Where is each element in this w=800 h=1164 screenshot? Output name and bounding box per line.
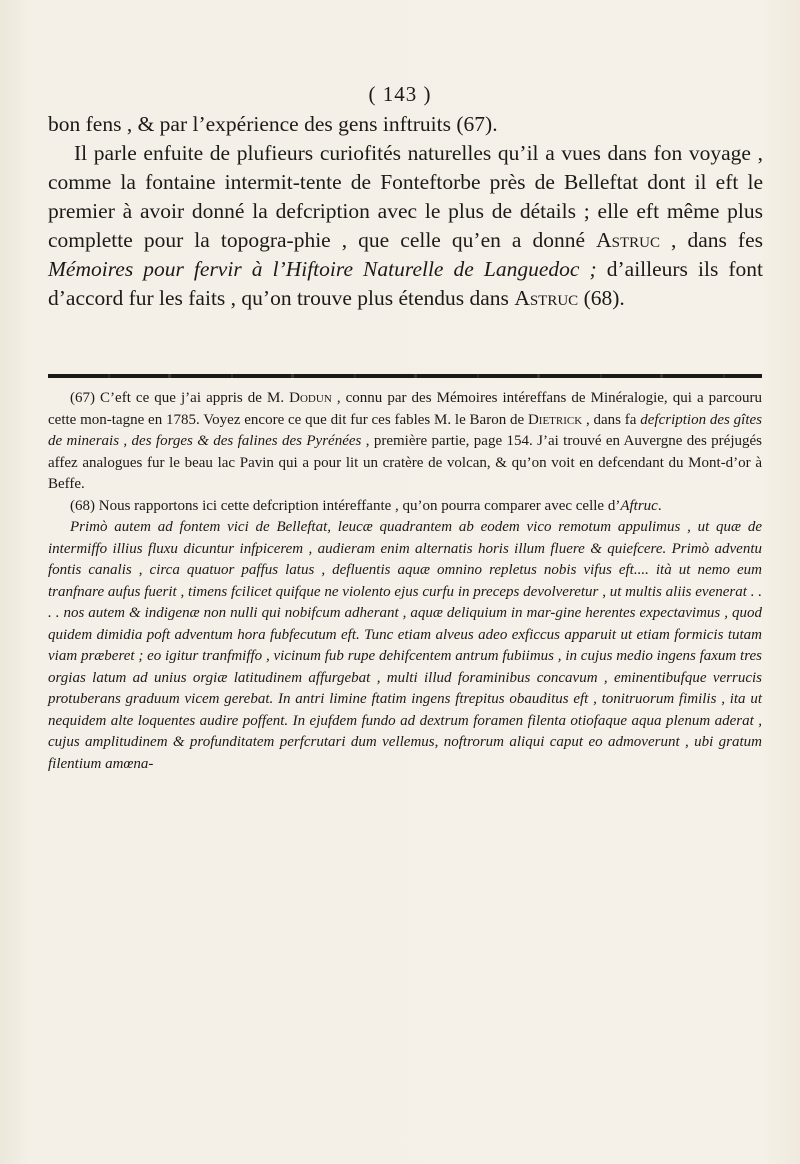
dodun-name: Dodun: [289, 390, 332, 406]
para2-mid: , dans fes: [659, 228, 763, 252]
memoires-title: Mémoires pour fervir à l’Hiftoire Naturelle de Languedoc ;: [48, 257, 597, 281]
note68-part-b: .: [657, 497, 662, 514]
note68-part-a: (68) Nous rapportons ici cette defcription intéreffante , qu’on pourra comparer avec celle d’: [70, 497, 621, 514]
latin-quotation: Primò autem ad fontem vici de Belleftat, leucæ quadrantem ab eodem vico remotum appulimus , ut quæ de intermiffo illius fluxu dicuntur infpicerem , audieram enim alternatis horis illum fluere & quiefcere. Primò adventu fontis canalis , circa quatuor paffus latus , defluentis aquæ omnino repletus nobis vifus eft.... ità ut nemo eum tranfnare aufus fuerit , timens fcilicet quifque ne violento ejus curfu in preceps devolveretur , ut multis aliis evenerat . . . . nos autem & indigenæ non nulli qui nobifcum adherant , aquæ deliquium in mar-gine herentes expectavimus , quod quidem dimidia poft adventum hora fubfecutum eft. Tunc etiam alveus adeo exficcus apparuit ut etiam formicis tutam viam præberet ; eo igitur tranfmiffo , vicinum fub rupe dehifcentem antrum fubiimus , in cujus medio ingens faxum tres orgias latum ad unius orgiæ latitudinem affurgebat , multi illud foraminibus concavum , eminentibufque verrucis protuberans graduum vicem gerebat. In antri limine ftatim ingens ftrepitus obauditus eft , tonitruorum fimilis , ita ut nequidem alte loquentes audire poffent. In ejufdem fundo ad dextrum foramen filenta otiofaque aqua plenum aderat , cujus amplitudinem & profunditatem perfcrutari dum vellemus, noftrorum aliqui caput eo admoverunt , ubi gratum filentium amœna-: [48, 519, 762, 772]
page-number: ( 143 ): [368, 82, 432, 106]
dietrick-title: defcription des gîtes de minerais , des forges & des falines des Pyrénées: [48, 411, 762, 449]
para2-end: d’ailleurs ils font d’accord fur les faits , qu’on trouve plus étendus dans: [48, 257, 764, 310]
footnote-68: [48, 496, 762, 518]
main-paragraph-2: [48, 139, 763, 313]
note67-part-c: , dans fa: [582, 411, 641, 428]
footnote-divider: [48, 374, 762, 378]
main-line-1: bon fens , & par l’expérience des gens inftruits (67).: [48, 112, 498, 136]
main-text: [48, 110, 763, 313]
footnotes: [48, 388, 762, 775]
dietrick-name: Dietrick: [527, 411, 583, 428]
astruc-name-2: Astruc: [514, 286, 579, 310]
note67-part-a: (67) C’eft ce que j’ai appris de M.: [70, 390, 290, 406]
astruc-name-1: Astruc: [596, 228, 660, 252]
footnote-67: [48, 388, 762, 496]
para2-start: Il parle enfuite de plufieurs curiofités naturelles qu’il a vues dans fon voyage , comme la fontaine intermit-tente de Fonteftorbe près de Belleftat dont il eft le premier à avoir donné la defcription avec le plus de détails ; elle eft même plus complette pour la topogra-phie , que celle qu’en a donné: [48, 141, 763, 252]
note67-part-b: , connu par des Mémoires intéreffans de Minéralogie, qui a parcouru cette mon-tagne en 1785. Voyez encore ce que dit fur ces fables M. le Baron de: [48, 390, 762, 428]
note67-part-d: , première partie, page 154. J’ai trouvé en Auvergne des préjugés affez analogues fur le beau lac Pavin qui a pour lit un cratère de volcan, & qu’on voit en defcendant du Mont-d’or à Beffe.: [48, 433, 762, 492]
para2-ref: (68).: [578, 286, 625, 310]
astruc-italic: Aftruc: [620, 497, 658, 514]
